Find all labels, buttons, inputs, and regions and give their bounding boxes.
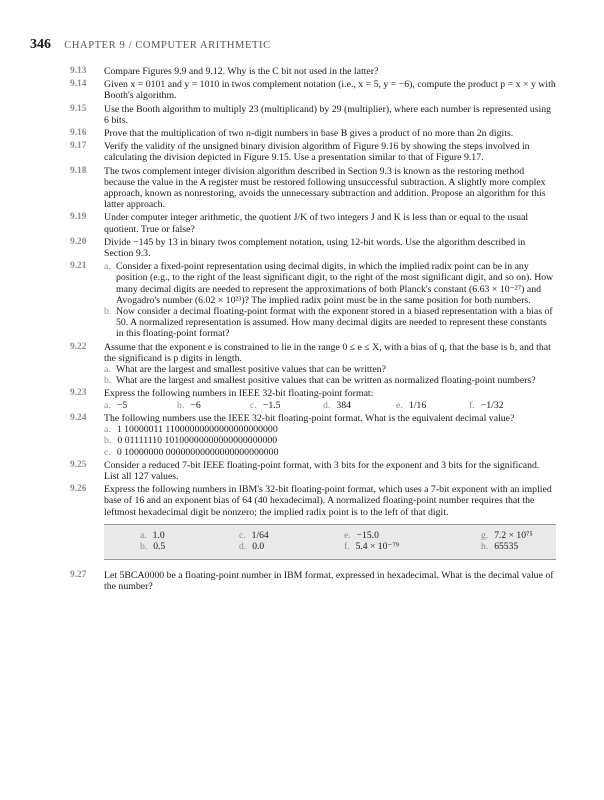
- problem-text: Prove that the multiplication of two n-digit numbers in base B gives a product of no more than 2n digits.: [104, 128, 514, 140]
- list-item: [396, 400, 469, 411]
- problem-text: The following numbers use the IEEE 32-bit floating-point format. What is the equivalent decimal value?: [104, 412, 515, 424]
- subpart-label: a.: [104, 364, 111, 376]
- problem-9-21: [70, 261, 556, 340]
- cell-value: 0.5: [153, 540, 166, 552]
- item-label: c.: [104, 446, 111, 458]
- problem-9-13: [70, 66, 556, 77]
- problem-9-24: [70, 412, 556, 458]
- subpart-text: What are the largest and smallest positive values that can be written?: [116, 364, 386, 376]
- problem-9-15: [70, 103, 556, 126]
- problem-number: 9.18: [70, 165, 87, 176]
- problem-9-19: [70, 212, 556, 235]
- item-value: −1.5: [262, 399, 281, 411]
- problem-9-25: [70, 459, 556, 482]
- item-label: b.: [104, 435, 112, 447]
- problem-text: Use the Booth algorithm to multiply 23 (multiplicand) by 29 (multiplier), where each number is represented using 6 bits.: [104, 103, 552, 126]
- item-label: c.: [250, 399, 257, 411]
- problem-list: [70, 66, 556, 594]
- problem-text: Divide −145 by 13 in binary twos complement notation, using 12-bit words. Use the algorithm described in Section 9.3.: [104, 236, 526, 260]
- table-cell: [481, 541, 533, 552]
- cell-value: 1.0: [152, 529, 165, 541]
- cell-label: h.: [481, 540, 489, 552]
- problem-number: 9.19: [70, 212, 87, 223]
- problem-number: 9.21: [70, 261, 87, 272]
- problem-9-17: [70, 141, 556, 164]
- subpart-text: What are the largest and smallest positive values that can be written as normalized floating-point numbers?: [116, 375, 536, 387]
- cell-value: 7.2 × 10⁷⁵: [494, 529, 533, 541]
- problem-number: 9.14: [70, 79, 87, 90]
- table-cell: [140, 530, 165, 541]
- cell-value: 65535: [494, 540, 519, 552]
- cell-label: a.: [140, 529, 147, 541]
- item-value: −5: [116, 399, 128, 411]
- problem-text: Under computer integer arithmetic, the quotient J/K of two integers J and K is less than or equal to the usual quotient. True or false?: [104, 212, 529, 235]
- problem-number: 9.16: [70, 128, 87, 139]
- subpart-text: Now consider a decimal floating-point format with the exponent stored in a biased representation with a bias of 50. A normalized representation is assumed. How many decimal digits are needed to represent these constants in this floating-point format?: [116, 306, 553, 340]
- table-column: [239, 530, 269, 552]
- problem-number: 9.27: [70, 569, 87, 580]
- problem-text: Express the following numbers in IBM's 32-bit floating-point format, which uses a 7-bit exponent with an implied base of 16 and an exponent bias of 64 (40 hexadecimal). A normalized floating-point number requires that the leftmost hexadecimal digit be nonzero; the implied radix point is to the left of that digit.: [104, 484, 552, 518]
- cell-label: c.: [239, 529, 246, 541]
- problem-9-14: [70, 79, 556, 102]
- list-item: [104, 400, 177, 411]
- problem-text: Let 5BCA0000 be a floating-point number in IBM format, expressed in hexadecimal. What is the decimal value of the number?: [104, 569, 554, 592]
- item-label: f.: [469, 399, 475, 411]
- problem-number: 9.13: [70, 66, 87, 76]
- problem-9-22: [70, 341, 556, 387]
- problem-number: 9.15: [70, 103, 87, 114]
- table-column: [344, 530, 399, 552]
- problem-number: 9.24: [70, 412, 87, 423]
- list-item: [469, 400, 542, 411]
- problem-number: 9.26: [70, 484, 87, 495]
- item-label: d.: [323, 399, 331, 411]
- cell-label: e.: [344, 529, 351, 541]
- problem-number: 9.22: [70, 341, 87, 352]
- item-value: 1 10000011 11000000000000000000000: [116, 424, 278, 436]
- item-value: 1/16: [408, 399, 427, 411]
- problem-9-23: [70, 388, 556, 411]
- subpart-a: [104, 364, 556, 375]
- list-item: [177, 400, 250, 411]
- item-value: 384: [336, 399, 352, 411]
- cell-label: b.: [140, 540, 148, 552]
- table-cell: [344, 541, 399, 552]
- subpart-a: [104, 261, 556, 306]
- item-value: −6: [190, 399, 201, 411]
- page-header: [30, 36, 271, 53]
- cell-value: 1/64: [251, 529, 269, 541]
- table-cell: [481, 530, 533, 541]
- table-cell: [239, 530, 269, 541]
- cell-label: d.: [239, 540, 247, 552]
- cell-label: f.: [344, 540, 350, 552]
- list-item: [104, 435, 556, 446]
- problem-9-16: [70, 128, 556, 140]
- problem-9-20: [70, 236, 556, 260]
- problem-text: Verify the validity of the unsigned binary division algorithm of Figure 9.16 by showing the steps involved in calculating the division depicted in Figure 9.15. Use a presentation similar to that of Figure 9.17.: [104, 141, 530, 164]
- list-item: [104, 424, 556, 435]
- item-value: −1/32: [480, 399, 504, 411]
- chapter-title: CHAPTER 9 / COMPUTER ARITHMETIC: [64, 40, 271, 51]
- problem-text: Given x = 0101 and y = 1010 in twos complement notation (i.e., x = 5, y = −6), compute the product p = x × y with Booth's algorithm.: [104, 79, 556, 102]
- list-item: [250, 400, 323, 411]
- problem-9-27: [70, 569, 556, 592]
- list-item: [323, 400, 396, 411]
- table-cell: [140, 541, 165, 552]
- subpart-b: [104, 375, 556, 386]
- cell-value: 0.0: [252, 540, 265, 552]
- page-number: 346: [30, 37, 51, 52]
- problem-text: The twos complement integer division algorithm described in Section 9.3 is known as the restoring method because the value in the A register must be restored following unsuccessful subtraction. A slightly more complex approach, known as nonrestoring, avoids the unnecessary subtraction and addition. Propose an algorithm for this latter approach.: [104, 165, 546, 211]
- item-label: e.: [396, 399, 403, 411]
- problem-number: 9.20: [70, 236, 87, 247]
- subpart-label: b.: [104, 375, 112, 387]
- problem-number: 9.17: [70, 141, 87, 152]
- table-column: [140, 530, 165, 552]
- subpart-label: a.: [104, 261, 111, 273]
- cell-label: g.: [481, 529, 489, 541]
- problem-text: Express the following numbers in IEEE 32-bit floating-point format:: [104, 388, 374, 400]
- item-value: 0 10000000 00000000000000000000000: [116, 446, 279, 458]
- cell-value: −15.0: [356, 529, 379, 541]
- problem-number: 9.23: [70, 388, 87, 399]
- problem-9-18: [70, 165, 556, 211]
- problem-9-26: [70, 484, 556, 518]
- inline-item-list: [104, 400, 556, 411]
- item-label: a.: [104, 424, 111, 436]
- values-table: [104, 524, 556, 560]
- item-value: 0 01111110 10100000000000000000000: [117, 435, 278, 447]
- problem-number: 9.25: [70, 459, 87, 470]
- table-cell: [239, 541, 269, 552]
- problem-text: Consider a reduced 7-bit IEEE floating-point format, with 3 bits for the exponent and 3 bits for the significand. List all 127 values.: [104, 459, 540, 482]
- item-label: b.: [177, 399, 185, 411]
- table-cell: [344, 530, 399, 541]
- subpart-text: Consider a fixed-point representation using decimal digits, in which the implied radix point can be in any position (e.g., to the right of the least significant digit, to the right of the most significant digit, and so on). How many decimal digits are needed to represent the approximations of both Planck's constant (6.63 × 10⁻²⁷) and Avogadro's number (6.02 × 10²³)? The implied radix point must be in the same position for both numbers.: [116, 261, 554, 306]
- list-item: [104, 447, 556, 458]
- table-column: [481, 530, 533, 552]
- problem-text: Compare Figures 9.9 and 9.12. Why is the C bit not used in the latter?: [104, 66, 379, 77]
- subpart-b: [104, 306, 556, 340]
- cell-value: 5.4 × 10⁻⁷⁹: [355, 540, 400, 552]
- item-label: a.: [104, 399, 111, 411]
- subpart-label: b.: [104, 306, 112, 318]
- problem-text: Assume that the exponent e is constrained to lie in the range 0 ≤ e ≤ X, with a bias of q, that the base is b, and that the significand is p digits in length.: [104, 341, 551, 364]
